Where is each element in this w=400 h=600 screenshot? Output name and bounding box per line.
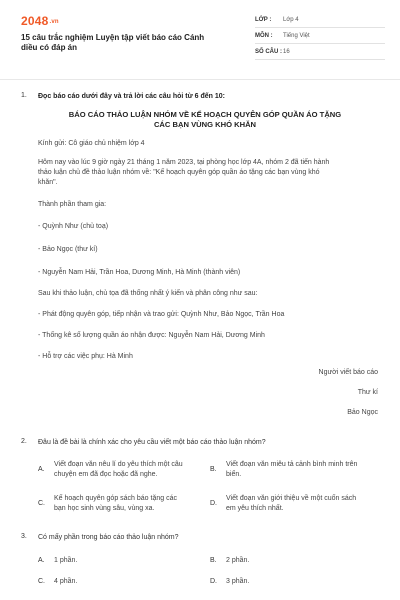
answer-option-d[interactable] — [210, 494, 376, 514]
option-text-line: Viết đoạn văn miêu tả cảnh bình minh trên — [226, 461, 358, 468]
header-divider — [0, 79, 400, 80]
task-item: - Phát động quyên góp, tiếp nhận và trao gửi: Quỳnh Như, Bảo Ngọc, Trần Hoa — [38, 311, 285, 318]
report-intro-line: Hôm nay vào lúc 9 giờ ngày 21 tháng 1 năm 2023, tại phòng học lớp 4A, nhóm 2 đã tiến hành — [38, 159, 330, 166]
report-title: BÁO CÁO THẢO LUẬN NHÓM VỀ KẾ HOẠCH QUYÊN GÓP QUẦN ÁO TẶNG CÁC BẠN VÙNG KHÓ KHĂN — [68, 110, 342, 129]
option-text-line: Viết đoạn văn nêu lí do yêu thích một câu — [54, 461, 183, 468]
question-number: 3. — [21, 533, 27, 540]
option-text: 2 phần. — [226, 557, 250, 564]
logo-suffix: .vn — [49, 19, 59, 25]
option-letter: B. — [210, 466, 217, 473]
task-item: - Hỗ trợ các việc phụ: Hà Minh — [38, 353, 133, 360]
signature-role: Thư kí — [357, 389, 378, 396]
question-text: Đâu là đề bài là chính xác cho yêu cầu viết một báo cáo thảo luận nhóm? — [38, 439, 266, 446]
answer-option-c[interactable] — [38, 577, 154, 587]
meta-value: Lớp 4 — [283, 16, 299, 23]
option-letter: B. — [210, 557, 217, 564]
members-heading: Thành phần tham gia: — [38, 201, 107, 208]
member-item: - Quỳnh Như (chủ toạ) — [38, 223, 109, 230]
member-item: - Nguyễn Nam Hải, Trần Hoa, Dương Minh, Hà Minh (thành viên) — [38, 269, 241, 276]
member-item: - Bảo Ngọc (thư kí) — [38, 246, 98, 253]
option-letter: A. — [38, 466, 45, 473]
answer-option-d[interactable] — [210, 577, 326, 587]
meta-key: SỐ CÂU : — [255, 48, 282, 55]
page-header — [0, 0, 400, 72]
option-text-line: Viết đoạn văn giới thiệu về một cuốn sách — [226, 495, 357, 502]
option-text-line: em yêu thích nhất. — [226, 505, 284, 512]
assignment-heading: Sau khi thảo luận, chủ tọa đã thống nhất ý kiến và phân công như sau: — [38, 290, 258, 297]
meta-row-count — [255, 44, 385, 60]
question-text: Có mấy phần trong báo cáo thảo luận nhóm? — [38, 534, 179, 541]
option-text-line: biển. — [226, 471, 242, 478]
site-logo[interactable] — [21, 14, 59, 28]
option-text-line: Kế hoạch quyên góp sách báo tặng các — [54, 495, 177, 502]
meta-value: 16 — [283, 48, 290, 55]
option-letter: C. — [38, 500, 45, 507]
logo-main: 2048 — [21, 14, 49, 28]
option-letter: A. — [38, 557, 45, 564]
option-text-line: bạn học sinh vùng sâu, vùng xa. — [54, 505, 155, 512]
answer-option-c[interactable] — [38, 494, 204, 514]
option-text: 3 phần. — [226, 578, 250, 585]
page-title: 15 câu trắc nghiệm Luyện tập viết báo cáo Cánh diều có đáp án — [21, 33, 205, 52]
meta-row-subject — [255, 28, 385, 44]
meta-value: Tiếng Việt — [283, 32, 310, 39]
question-instruction: Đọc báo cáo dưới đây và trả lời các câu hỏi từ 6 đến 10: — [38, 93, 225, 100]
report-intro-line: khăn". — [38, 179, 58, 186]
meta-row-class — [255, 12, 385, 28]
signature-name: Bảo Ngọc — [347, 409, 378, 416]
report-intro-line: thảo luận chủ đề thảo luận nhóm về: "Kế hoạch quyên góp quần áo tặng các bạn vùng khó — [38, 169, 320, 176]
task-item: - Thống kê số lượng quần áo nhận được: Nguyễn Nam Hải, Dương Minh — [38, 332, 265, 339]
meta-key: MÔN : — [255, 32, 273, 39]
answer-option-b[interactable] — [210, 460, 376, 480]
option-letter: D. — [210, 500, 217, 507]
option-text: 4 phần. — [54, 578, 78, 585]
answer-option-a[interactable] — [38, 556, 154, 566]
option-text: 1 phần. — [54, 557, 78, 564]
answer-option-a[interactable] — [38, 460, 204, 480]
option-letter: C. — [38, 578, 45, 585]
meta-table — [255, 12, 385, 60]
question-number: 1. — [21, 92, 27, 99]
signature-label: Người viết báo cáo — [318, 369, 378, 376]
question-number: 2. — [21, 438, 27, 445]
option-letter: D. — [210, 578, 217, 585]
meta-key: LỚP : — [255, 16, 272, 23]
option-text-line: chuyện em đã đọc hoặc đã nghe. — [54, 471, 158, 478]
answer-option-b[interactable] — [210, 556, 326, 566]
report-recipient: Kính gửi: Cô giáo chủ nhiệm lớp 4 — [38, 140, 145, 147]
